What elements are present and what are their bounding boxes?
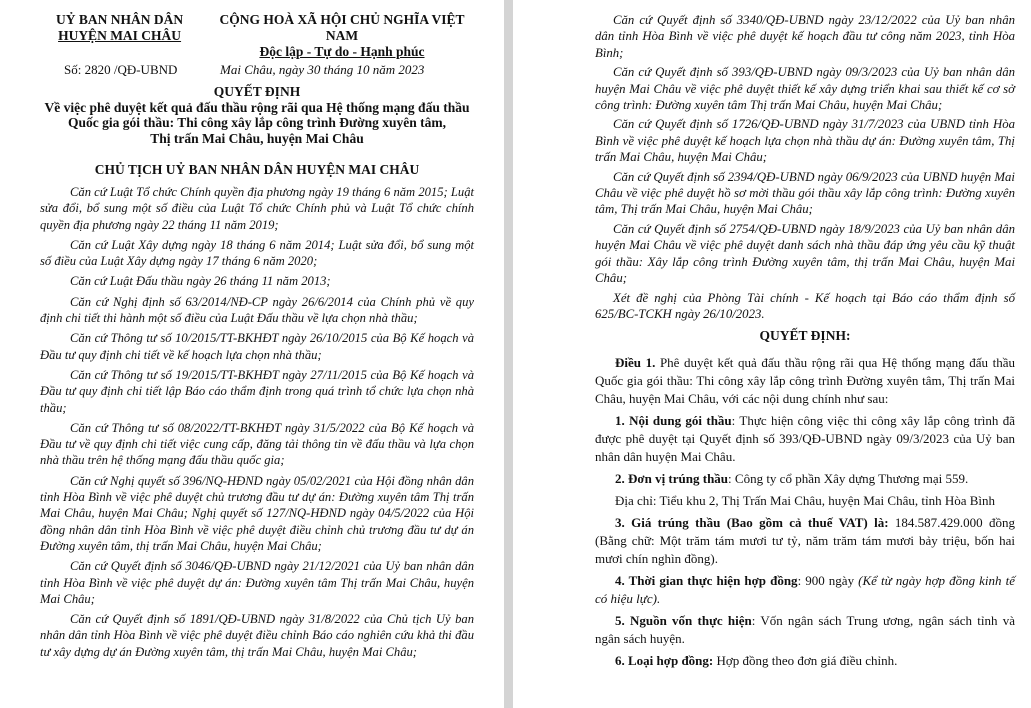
issuing-organization	[56, 12, 183, 44]
item-label: 2. Đơn vị trúng thầu	[615, 471, 729, 487]
item-label: 5. Nguồn vốn thực hiện	[615, 613, 752, 629]
org-line-2: HUYỆN MAI CHÂU	[58, 28, 182, 43]
article-1-text: Phê duyệt kết quả đấu thầu rộng rãi qua Hệ thống mạng đấu thầu Quốc gia gói thầu: Thi công xây lắp công trình Đường xuyên tâm, Thị trấn Mai Châu, huyện Mai Châu, với các nội dung chính như sau:	[595, 355, 1016, 407]
document-header	[40, 12, 474, 62]
document-page-right	[513, 0, 1031, 708]
legal-basis-left	[40, 184, 474, 660]
item-label: 1. Nội dung gói thầu	[615, 413, 732, 429]
item-text: : 900 ngày	[797, 573, 859, 589]
article-1-label: Điều 1.	[615, 355, 656, 371]
org-line-1: UỶ BAN NHÂN DÂN	[56, 12, 184, 27]
basis-paragraph: Căn cứ Quyết định số 1891/QĐ-UBND ngày 31/8/2022 của Chủ tịch Uỷ ban nhân dân tỉnh Hòa Bình về việc phê duyệt điều chỉnh Báo cáo nghiên cứu khả thi đầu tư xây dựng dự án Đường xuyên tâm, thị trấn Mai Châu, huyện Mai Châu;	[40, 612, 474, 659]
contractor-address: Địa chỉ: Tiểu khu 2, Thị Trấn Mai Châu, huyện Mai Châu, tỉnh Hòa Bình	[615, 493, 996, 509]
document-title	[40, 84, 474, 146]
basis-paragraph: Căn cứ Quyết định số 3340/QĐ-UBND ngày 23/12/2022 của Uỷ ban nhân dân tỉnh Hòa Bình về việc phê duyệt kế hoạch đầu tư công năm 2023, tỉnh Hòa Bình;	[595, 13, 1015, 60]
page-divider	[504, 0, 513, 708]
article-1-intro	[595, 354, 1015, 408]
basis-paragraph: Căn cứ Luật Tổ chức Chính quyền địa phương ngày 19 tháng 6 năm 2015; Luật sửa đổi, bổ sung một số điều của Luật Tổ chức Chính phủ và Luật Tổ chức chính quyền địa phương ngày 22 tháng 11 năm 2019;	[40, 185, 474, 232]
title-line-3: Quốc gia gói thầu: Thi công xây lắp công trình Đường xuyên tâm,	[68, 115, 446, 130]
item-label: 3. Giá trúng thầu (Bao gồm cả thuế VAT) là:	[615, 515, 889, 531]
national-motto	[212, 12, 472, 60]
basis-paragraph: Căn cứ Luật Đấu thầu ngày 26 tháng 11 năm 2013;	[70, 274, 331, 289]
basis-paragraph: Căn cứ Quyết định số 1726/QĐ-UBND ngày 31/7/2023 của UBND tỉnh Hòa Bình về việc phê duyệt kế hoạch lựa chọn nhà thầu dự án: Đường xuyên tâm, Thị trấn Mai Châu, huyện Mai Châu;	[595, 117, 1015, 165]
article-item	[595, 652, 1015, 670]
nation-name: CỘNG HOÀ XÃ HỘI CHỦ NGHĨA VIỆT NAM	[219, 12, 465, 43]
nation-motto: Độc lập - Tự do - Hạnh phúc	[259, 44, 425, 59]
item-label: 6. Loại hợp đồng:	[615, 653, 714, 669]
item-text: Hợp đồng theo đơn giá điều chỉnh.	[713, 653, 898, 669]
basis-paragraph: Căn cứ Quyết định số 393/QĐ-UBND ngày 09/3/2023 của Uỷ ban nhân dân huyện Mai Châu về việc phê duyệt thiết kế xây dựng triển khai sau thiết kế cơ sở công trình: Đường xuyên tâm Thị trấn Mai Châu, huyện Mai Châu;	[595, 65, 1015, 113]
article-item	[595, 612, 1015, 648]
item-note: (Kể từ ngày hợp đồng kinh tế có hiệu lực).	[595, 573, 1015, 607]
item-text: : Vốn ngân sách Trung ương, ngân sách tỉnh và ngân sách huyện.	[595, 613, 1015, 647]
article-item	[595, 470, 1015, 488]
document-date: Mai Châu, ngày 30 tháng 10 năm 2023	[220, 62, 425, 77]
document-meta	[40, 62, 474, 84]
basis-paragraph: Căn cứ Nghị quyết số 396/NQ-HĐND ngày 05/02/2021 của Hội đồng nhân dân tỉnh Hòa Bình về việc phê duyệt chủ trương đầu tư dự án: Đường xuyên tâm Thị trấn Mai Châu, huyện Mai Châu; Nghị quyết số 127/NQ-HĐND ngày 04/5/2022 của Hội đồng nhân dân tỉnh Hòa Bình về việc phê duyệt điều chỉnh chủ trương đầu tư dự án Đường xuyên tâm, thị trấn Mai Châu, huyện Mai Châu;	[40, 473, 474, 553]
item-label: 4. Thời gian thực hiện hợp đồng	[615, 573, 798, 589]
basis-paragraph: Căn cứ Thông tư số 10/2015/TT-BKHĐT ngày 26/10/2015 của Bộ Kế hoạch và Đầu tư quy định chi tiết về kế hoạch lựa chọn nhà thầu;	[40, 331, 474, 362]
basis-paragraph: Căn cứ Thông tư số 19/2015/TT-BKHĐT ngày 27/11/2015 của Bộ Kế hoạch và Đầu tư quy định chi tiết lập Báo cáo thẩm định trong quá trình tổ chức lựa chọn nhà thầu;	[40, 367, 474, 415]
article-1	[595, 354, 1015, 670]
legal-basis-right	[595, 12, 1015, 322]
decision-heading: QUYẾT ĐỊNH:	[759, 328, 851, 344]
basis-paragraph: Xét đề nghị của Phòng Tài chính - Kế hoạch tại Báo cáo thẩm định số 625/BC-TCKH ngày 26/10/2023.	[595, 290, 1015, 321]
title-line-1: QUYẾT ĐỊNH	[213, 84, 301, 99]
basis-paragraph: Căn cứ Thông tư số 08/2022/TT-BKHĐT ngày 31/5/2022 của Bộ Kế hoạch và Đầu tư về quy định chi tiết việc cung cấp, đăng tải thông tin về đấu thầu và lựa chọn nhà thầu trên hệ thống mạng đấu thầu quốc gia;	[40, 420, 474, 468]
basis-paragraph: Căn cứ Luật Xây dựng ngày 18 tháng 6 năm 2014; Luật sửa đổi, bổ sung một số điều của Luật Xây dựng ngày 17 tháng 6 năm 2020;	[40, 237, 474, 269]
basis-paragraph: Căn cứ Nghị định số 63/2014/NĐ-CP ngày 26/6/2014 của Chính phủ về quy định chi tiết thi hành một số điều của Luật Đấu thầu về lựa chọn nhà thầu;	[40, 294, 474, 326]
article-item	[595, 412, 1015, 466]
item-text: 184.587.429.000 đồng (Bằng chữ: Một trăm tám mươi tư tỷ, năm trăm tám mươi bảy triệu, bốn hai mươi chín nghìn đồng).	[595, 515, 1015, 567]
item-text: : Công ty cổ phần Xây dựng Thương mại 559.	[728, 471, 969, 487]
title-line-4: Thị trấn Mai Châu, huyện Mai Châu	[150, 130, 364, 146]
basis-paragraph: Căn cứ Quyết định số 3046/QĐ-UBND ngày 21/12/2021 của Uỷ ban nhân dân tỉnh Hòa Bình về việc phê duyệt dự án: Đường xuyên tâm Thị trấn Mai Châu, huyện Mai Châu;	[40, 559, 474, 606]
document-number: Số: 2820 /QĐ-UBND	[64, 62, 178, 77]
basis-paragraph: Căn cứ Quyết định số 2754/QĐ-UBND ngày 18/9/2023 của Uỷ ban nhân dân huyện Mai Châu về việc phê duyệt danh sách nhà thầu đáp ứng yêu cầu kỹ thuật gói thầu: Xây lắp công trình Đường xuyên tâm, thị trấn Mai Châu, huyện Mai Châu;	[595, 221, 1015, 286]
document-page-left	[0, 0, 504, 708]
item-text: : Thực hiện công việc thi công xây lắp công trình đã được phê duyệt tại Quyết định số 393/QĐ-UBND ngày 09/3/2023 của Uỷ ban nhân dân huyện Mai Châu.	[595, 413, 1015, 465]
authority-heading: CHỦ TỊCH UỶ BAN NHÂN DÂN HUYỆN MAI CHÂU	[94, 162, 420, 177]
article-item	[595, 572, 1015, 608]
basis-paragraph: Căn cứ Quyết định số 2394/QĐ-UBND ngày 06/9/2023 của UBND huyện Mai Châu về việc phê duyệt hồ sơ mời thầu gói thầu xây lắp công trình: Đường xuyên tâm, Thị trấn Mai Châu, huyện Mai Châu;	[595, 169, 1015, 217]
article-item	[595, 514, 1015, 568]
title-line-2: Về việc phê duyệt kết quả đấu thầu rộng rãi qua Hệ thống mạng đấu thầu	[44, 99, 470, 115]
